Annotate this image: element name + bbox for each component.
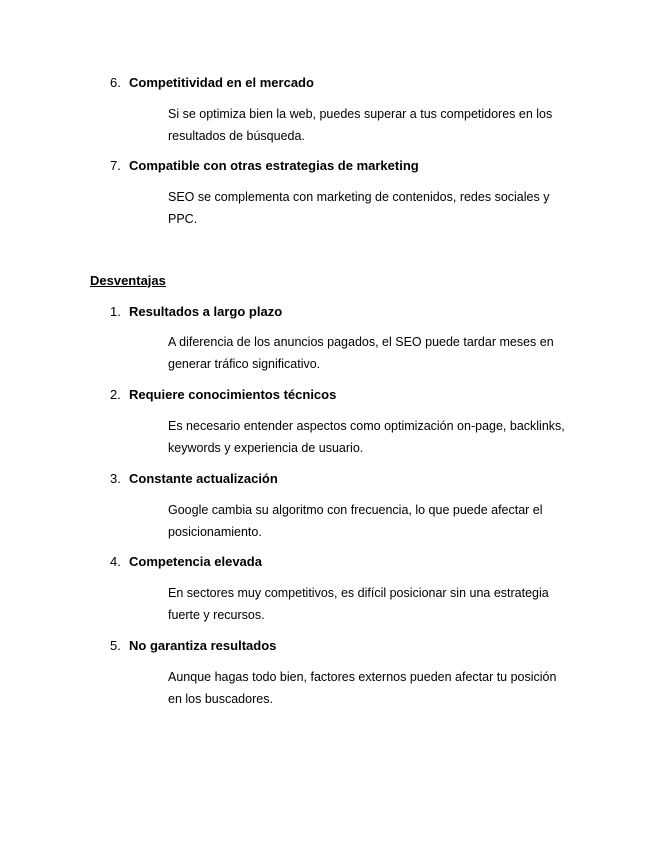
list-item-number: 6.: [110, 75, 121, 90]
list-item-number: 2.: [110, 387, 121, 402]
list-item-description: Si se optimiza bien la web, puedes superar a tus competidores en los resultados de búsqueda.: [168, 107, 553, 143]
list-item-description: A diferencia de los anuncios pagados, el SEO puede tardar meses en generar tráfico significativo.: [168, 335, 554, 371]
list-item-label: Competitividad en el mercado: [129, 75, 314, 90]
list-item-label: Resultados a largo plazo: [129, 304, 283, 319]
list-item-description: En sectores muy competitivos, es difícil posicionar sin una estrategia fuerte y recursos.: [168, 586, 549, 622]
list-item-label: Constante actualización: [129, 471, 278, 486]
list-item-title: [110, 471, 278, 487]
list-item-title: [110, 638, 276, 654]
list-item-title: [110, 554, 262, 570]
list-item-title: [110, 387, 336, 403]
list-item-description: Aunque hagas todo bien, factores externos pueden afectar tu posición en los buscadores.: [168, 670, 557, 706]
list-item-title: [110, 158, 419, 174]
list-item-description: Es necesario entender aspectos como optimización on-page, backlinks, keywords y experiencia de usuario.: [168, 419, 565, 455]
list-item-description: SEO se complementa con marketing de contenidos, redes sociales y PPC.: [168, 190, 550, 226]
list-item-number: 3.: [110, 471, 121, 486]
list-item-label: Compatible con otras estrategias de marketing: [129, 158, 419, 173]
list-item-label: No garantiza resultados: [129, 638, 277, 653]
list-item-label: Competencia elevada: [129, 554, 262, 569]
list-item-number: 1.: [110, 304, 121, 319]
list-item-label: Requiere conocimientos técnicos: [129, 387, 337, 402]
list-item-number: 7.: [110, 158, 121, 173]
list-item-title: [110, 304, 282, 320]
list-item-number: 4.: [110, 554, 121, 569]
section-heading-desventajas: Desventajas: [90, 273, 166, 288]
list-item-title: [110, 75, 314, 91]
list-item-description: Google cambia su algoritmo con frecuencia, lo que puede afectar el posicionamiento.: [168, 503, 543, 539]
list-item-number: 5.: [110, 638, 121, 653]
